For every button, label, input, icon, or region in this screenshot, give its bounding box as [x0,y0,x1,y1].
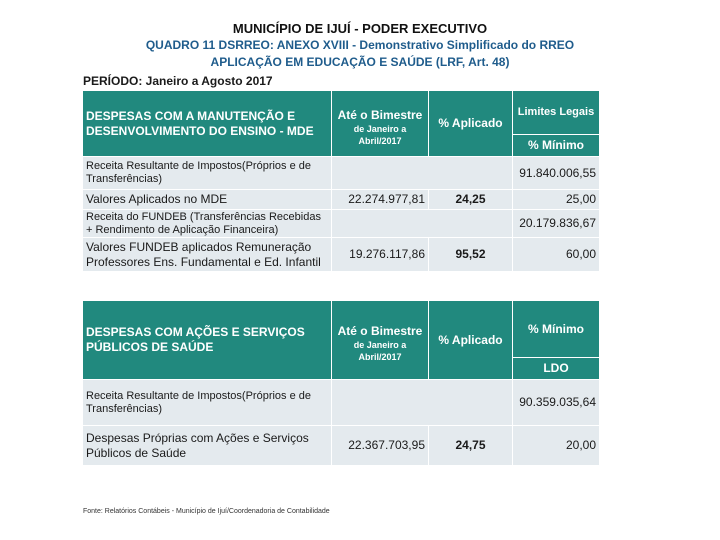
row-limit: 20.179.836,67 [513,210,600,238]
row-limit: 90.359.035,64 [513,380,600,426]
table-row [83,238,600,272]
health-min-header: % Mínimo [513,301,600,358]
table-row [83,380,600,426]
health-table [82,300,600,466]
row-limit: 20,00 [513,426,600,466]
education-table [82,90,600,272]
table-row [83,157,600,190]
education-table-title: DESPESAS COM A MANUTENÇÃO E DESENVOLVIMENTO DO ENSINO - MDE [83,91,332,157]
row-value: 19.276.117,86 [332,238,429,272]
row-limit: 25,00 [513,190,600,210]
education-period-header [332,91,429,157]
row-label: Receita do FUNDEB (Transferências Recebidas + Rendimento de Aplicação Financeira) [83,210,332,238]
health-table-title: DESPESAS COM AÇÕES E SERVIÇOS PÚBLICOS DE SAÚDE [83,301,332,380]
row-limit: 91.840.006,55 [513,157,600,190]
row-empty [332,157,513,190]
education-pct-header: % Aplicado [429,91,513,157]
row-limit: 60,00 [513,238,600,272]
education-min-header: % Mínimo [513,135,600,157]
report-title: MUNICÍPIO DE IJUÍ - PODER EXECUTIVO [232,21,488,36]
report-period: PERÍODO: Janeiro a Agosto 2017 [83,74,273,88]
row-label: Despesas Próprias com Ações e Serviços Públicos de Saúde [83,426,332,466]
row-pct: 24,25 [429,190,513,210]
row-value: 22.274.977,81 [332,190,429,210]
health-pct-header: % Aplicado [429,301,513,380]
row-label: Valores Aplicados no MDE [83,190,332,210]
row-value: 22.367.703,95 [332,426,429,466]
period-header-sub: de Janeiro a Abril/2017 [353,340,407,362]
health-period-header [332,301,429,380]
report-section-title: APLICAÇÃO EM EDUCAÇÃO E SAÚDE (LRF, Art. 48) [210,55,510,69]
row-pct: 24,75 [429,426,513,466]
health-ldo-header: LDO [513,358,600,380]
education-limits-header: Limites Legais [513,91,600,135]
table-row [83,190,600,210]
row-pct: 95,52 [429,238,513,272]
period-header-title: Até o Bimestre [337,324,423,338]
row-empty [332,210,513,238]
period-header-sub: de Janeiro a Abril/2017 [353,123,407,146]
row-empty [332,380,513,426]
row-label: Receita Resultante de Impostos(Próprios e de Transferências) [83,380,332,426]
source-note: Fonte: Relatórios Contábeis - Município de Ijuí/Coordenadoria de Contabilidade [83,508,330,515]
table-row [83,210,600,238]
table-row [83,426,600,466]
report-subtitle: QUADRO 11 DSRREO: ANEXO XVIII - Demonstrativo Simplificado do RREO [145,38,575,52]
row-label: Valores FUNDEB aplicados Remuneração Professores Ens. Fundamental e Ed. Infantil [83,238,332,272]
period-header-title: Até o Bimestre [337,107,423,122]
row-label: Receita Resultante de Impostos(Próprios e de Transferências) [83,157,332,190]
